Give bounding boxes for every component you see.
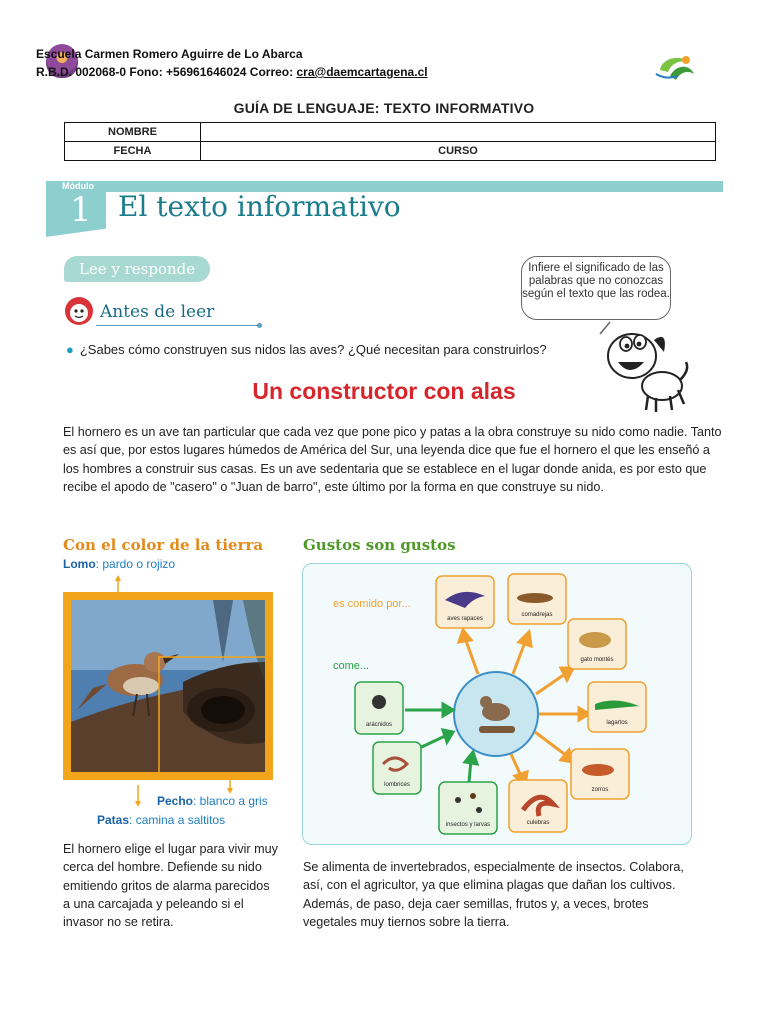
legs-label	[97, 813, 225, 827]
section-tag: Lee y responde	[64, 256, 210, 282]
back-label	[63, 557, 175, 571]
contact-line	[36, 65, 428, 79]
food-web-diagram	[302, 563, 692, 845]
predator-label: aves rapaces	[447, 616, 483, 622]
date-label: FECHA	[65, 142, 201, 161]
predator-label: gato montés	[580, 657, 614, 663]
color-heading: Con el color de la tierra	[63, 536, 264, 554]
eaten-by-label: es comido por...	[333, 598, 411, 610]
back-label-text: : pardo o rojizo	[95, 557, 176, 571]
reading-title: Un constructor con alas	[252, 378, 516, 404]
right-paragraph: Se alimenta de invertebrados, especialmente de insectos. Colabora, así, con el agricultor, ya que elimina plagas que dañan los cultivos. Además, de paso, deja caer semillas, frutos y, a veces, brotes vegetales muy tiernos sobre la tierra.	[303, 860, 684, 929]
predator-label: lagartos	[606, 720, 628, 726]
module-label: Módulo	[62, 181, 94, 191]
legs-label-term: Patas	[97, 813, 130, 827]
prey-label: lombrices	[384, 782, 410, 788]
heading-underline	[96, 325, 260, 326]
email-link[interactable]: cra@daemcartagena.cl	[296, 65, 428, 79]
tastes-heading: Gustos son gustos	[303, 536, 456, 554]
heading-underline-dot	[257, 323, 262, 328]
chest-label-text: : blanco a gris	[193, 794, 268, 808]
reading-character-icon	[64, 296, 94, 326]
speech-bubble: Infiere el significado de las palabras que no conozcas según el texto que las rodea.	[521, 256, 671, 320]
intro-paragraph: El hornero es un ave tan particular que cada vez que pone pico y patas a la obra construye su nido como nadie. Tanto es así que, por estos lugares húmedos de América del Sur, una leyenda dice que fue el hornero el que les enseñó a los hombres a construir sus casas. Es un ave sedentaria que se establece en el lugar donde anida, es por esto que recibe el apodo de "casero" o "Juan de barro", este último por la forma en que construye su nido.	[63, 425, 722, 494]
prey-label: arácnidos	[365, 722, 392, 728]
chest-label-term: Pecho	[157, 794, 194, 808]
eco-logo-icon	[652, 50, 698, 84]
name-label: NOMBRE	[65, 123, 201, 142]
predator-label: zorros	[591, 787, 609, 793]
question-text: ¿Sabes cómo construyen sus nidos las aves? ¿Qué necesitan para construirlos?	[79, 342, 547, 357]
predator-label: comadrejas	[521, 612, 553, 618]
hornero-bird-image	[63, 592, 273, 780]
chest-label	[157, 794, 268, 808]
prey-label: insectos y larvas	[445, 822, 491, 828]
hornero-photo	[63, 592, 273, 780]
bullet-icon: ●	[66, 342, 74, 357]
school-name: Escuela Carmen Romero Aguirre de Lo Abarca	[36, 47, 303, 61]
module-title: El texto informativo	[118, 190, 401, 223]
back-label-term: Lomo	[63, 557, 96, 571]
name-field[interactable]	[201, 123, 716, 142]
document-title: GUÍA DE LENGUAJE: TEXTO INFORMATIVO	[233, 100, 535, 116]
eats-label: come...	[333, 660, 370, 672]
module-number: 1	[70, 190, 92, 230]
pre-reading-heading: Antes de leer	[100, 302, 215, 322]
course-label: CURSO	[201, 142, 716, 161]
left-paragraph: El hornero elige el lugar para vivir muy cerca del hombre. Defiende su nido emitiendo gritos de alarma parecidos a una carcajada y peleando si el invasor no se retira.	[63, 842, 278, 930]
student-form	[64, 122, 716, 161]
pre-reading-question	[66, 342, 547, 357]
contact-text: R.B.D. 002068-0 Fono: +56961646024 Correo:	[36, 65, 297, 79]
predator-label: culebras	[526, 820, 550, 826]
legs-label-text: : camina a saltitos	[129, 813, 226, 827]
